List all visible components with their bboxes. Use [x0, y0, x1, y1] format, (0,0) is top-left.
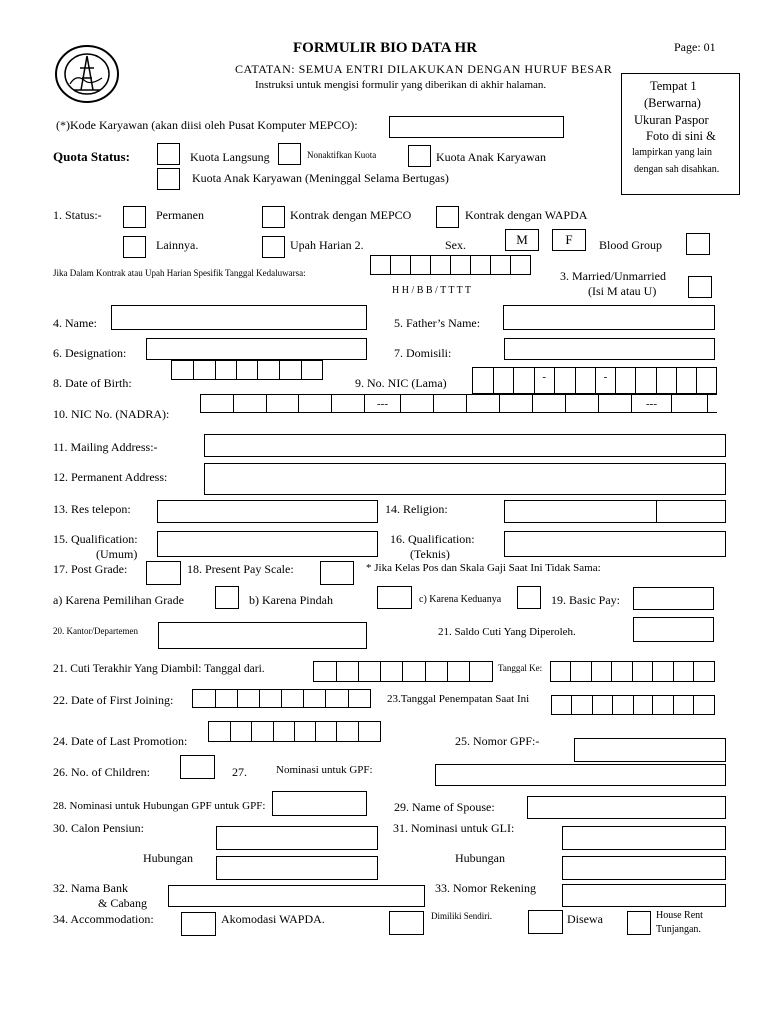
nic-cell[interactable] — [697, 368, 717, 393]
acc-hra-checkbox[interactable] — [627, 911, 651, 935]
date-format-hint: H H / B B / T T T T — [392, 285, 472, 296]
date-cell[interactable] — [653, 696, 674, 714]
father-name-field[interactable] — [503, 305, 715, 330]
married-field[interactable] — [688, 276, 712, 298]
status-label: 1. Status:- — [53, 208, 102, 222]
pay-note: * Jika Kelas Pos dan Skala Gaji Saat Ini Tidak Sama: — [366, 562, 601, 574]
name-label: 4. Name: — [53, 316, 97, 330]
gpf-nomination-label: Nominasi untuk GPF: — [276, 764, 373, 776]
gpf-relation-label: 28. Nominasi untuk Hubungan GPF untuk GPF: — [53, 800, 266, 812]
qual-tech-sub: (Teknis) — [410, 547, 450, 561]
gpf-relation-field[interactable] — [272, 791, 367, 816]
date-cell[interactable] — [653, 662, 674, 681]
status-wapda-label: Kontrak dengan WAPDA — [465, 208, 588, 222]
date-cell[interactable] — [451, 256, 471, 274]
gli-label: 31. Nominasi untuk GLI: — [393, 821, 515, 835]
status-others-checkbox[interactable] — [123, 236, 146, 258]
reason-b-checkbox[interactable] — [377, 586, 412, 609]
name-field[interactable] — [111, 305, 367, 330]
date-cell[interactable] — [381, 662, 403, 681]
date-cell[interactable] — [571, 662, 592, 681]
domicile-label: 7. Domisili: — [394, 346, 452, 360]
date-cell[interactable] — [470, 662, 493, 681]
employee-code-field[interactable] — [389, 116, 564, 138]
accommodation-label: 34. Accommodation: — [53, 912, 154, 926]
date-cell[interactable] — [593, 696, 613, 714]
pension-relation-field[interactable] — [216, 856, 378, 880]
date-cell[interactable] — [209, 722, 231, 741]
date-cell[interactable] — [274, 722, 295, 741]
nic-cell[interactable] — [677, 368, 697, 393]
quota-deceased-checkbox[interactable] — [157, 168, 180, 190]
nic-cell[interactable] — [467, 395, 500, 412]
date-cell[interactable] — [403, 662, 426, 681]
date-cell[interactable] — [260, 690, 282, 707]
date-cell[interactable] — [238, 690, 260, 707]
nic-old-cells[interactable] — [472, 367, 717, 394]
date-cell[interactable] — [551, 662, 571, 681]
qual-general-sub: (Umum) — [96, 547, 138, 561]
expiry-label: Jika Dalam Kontrak atau Upah Harian Spesifik Tanggal Kedaluwarsa: — [53, 268, 306, 278]
basic-pay-field[interactable] — [633, 587, 714, 610]
date-cell[interactable] — [448, 662, 470, 681]
acc-wapda-checkbox[interactable] — [181, 912, 216, 936]
nic-cell[interactable] — [599, 395, 632, 412]
mailing-address-label: 11. Mailing Address:- — [53, 440, 158, 454]
quota-disabled-checkbox[interactable] — [278, 143, 301, 165]
pension-field[interactable] — [216, 826, 378, 850]
date-cell[interactable] — [694, 696, 715, 714]
quota-direct-checkbox[interactable] — [157, 143, 180, 165]
date-cell[interactable] — [426, 662, 448, 681]
nic-cell[interactable] — [566, 395, 599, 412]
date-cell[interactable] — [231, 722, 252, 741]
phone-label: 13. Res telepon: — [53, 502, 131, 516]
dob-label: 8. Date of Birth: — [53, 376, 132, 390]
photo-text-3: Ukuran Paspor — [634, 113, 709, 127]
reason-a-checkbox[interactable] — [215, 586, 239, 609]
acc-wapda-label: Akomodasi WAPDA. — [221, 912, 325, 926]
nic-cell[interactable] — [555, 368, 576, 393]
married-sub-label: (Isi M atau U) — [588, 284, 657, 298]
date-cell[interactable] — [411, 256, 431, 274]
quota-deceased-label: Kuota Anak Karyawan (Meninggal Selama Bertugas) — [192, 171, 449, 185]
gpf-number-label: 25. Nomor GPF:- — [455, 734, 540, 748]
account-label: 33. Nomor Rekening — [435, 881, 536, 895]
nic-cell[interactable] — [636, 368, 657, 393]
basic-pay-label: 19. Basic Pay: — [551, 593, 620, 607]
pay-scale-label: 18. Present Pay Scale: — [187, 562, 294, 576]
date-cell[interactable] — [359, 662, 381, 681]
date-cell[interactable] — [391, 256, 411, 274]
date-cell[interactable] — [491, 256, 511, 274]
nic-cell[interactable] — [672, 395, 708, 412]
nic-new-label: 10. NIC No. (NADRA): — [53, 407, 170, 421]
nic-cell[interactable] — [267, 395, 299, 412]
status-others-label: Lainnya. — [156, 238, 199, 252]
spouse-field[interactable] — [527, 796, 726, 819]
leave-to-label: Tanggal Ke: — [498, 663, 543, 673]
office-field[interactable] — [158, 622, 367, 649]
date-cell[interactable] — [258, 361, 280, 379]
status-daily-checkbox[interactable] — [262, 236, 285, 258]
permanent-address-label: 12. Permanent Address: — [53, 470, 168, 484]
page-number: Page: 01 — [674, 40, 716, 54]
nic-cell[interactable] — [401, 395, 434, 412]
date-cell[interactable] — [282, 690, 304, 707]
date-cell[interactable] — [613, 696, 634, 714]
nic-cell[interactable]: --- — [632, 395, 672, 412]
spouse-label: 29. Name of Spouse: — [394, 800, 495, 814]
form-title: FORMULIR BIO DATA HR — [293, 40, 478, 56]
nic-cell[interactable] — [500, 395, 533, 412]
date-cell[interactable] — [359, 722, 381, 741]
nic-cell[interactable]: --- — [365, 395, 401, 412]
date-cell[interactable] — [511, 256, 531, 274]
date-cell[interactable] — [302, 361, 323, 379]
account-field[interactable] — [562, 884, 726, 907]
nomination-27-label: 27. — [232, 765, 247, 779]
acc-own-checkbox[interactable] — [389, 911, 424, 935]
nic-cell[interactable] — [434, 395, 467, 412]
nic-cell[interactable] — [494, 368, 514, 393]
designation-field[interactable] — [146, 338, 367, 360]
quota-disabled-label: Nonaktifkan Kuota — [307, 150, 377, 160]
date-cell[interactable] — [337, 662, 359, 681]
post-grade-field[interactable] — [146, 561, 181, 585]
religion-label: 14. Religion: — [385, 502, 448, 516]
quota-label: Quota Status: — [53, 149, 130, 164]
reason-c-checkbox[interactable] — [517, 586, 541, 609]
nic-cell[interactable] — [533, 395, 566, 412]
quota-child-label: Kuota Anak Karyawan — [436, 150, 546, 164]
gpf-number-field[interactable] — [574, 738, 726, 762]
date-cell[interactable] — [304, 690, 326, 707]
status-mepco-label: Kontrak dengan MEPCO — [290, 208, 412, 222]
quota-child-checkbox[interactable] — [408, 145, 431, 167]
children-label: 26. No. of Children: — [53, 765, 150, 779]
pension-label: 30. Calon Pensiun: — [53, 821, 145, 835]
last-leave-label: 21. Cuti Terakhir Yang Diambil: Tanggal dari. — [53, 663, 265, 675]
qual-tech-label: 16. Qualification: — [390, 532, 475, 546]
nic-cell[interactable] — [616, 368, 636, 393]
reason-b-label: b) Karena Pindah — [249, 593, 333, 607]
date-cell[interactable] — [572, 696, 593, 714]
date-cell[interactable] — [634, 696, 654, 714]
acc-rent-label: Disewa — [567, 912, 603, 926]
phone-field[interactable] — [157, 500, 378, 523]
status-mepco-checkbox[interactable] — [262, 206, 285, 228]
company-logo — [54, 44, 120, 104]
religion-divider — [656, 500, 657, 523]
bank-sub-label: & Cabang — [98, 896, 147, 910]
status-permanent-label: Permanen — [156, 208, 204, 222]
photo-text-6: dengan sah disahkan. — [634, 164, 720, 175]
date-cell[interactable] — [633, 662, 653, 681]
gli-relation-label: Hubungan — [455, 851, 505, 865]
nic-cell[interactable] — [514, 368, 535, 393]
married-label: 3. Married/Unmarried — [560, 269, 666, 283]
date-cell[interactable] — [194, 361, 216, 379]
leave-balance-field[interactable] — [633, 617, 714, 642]
date-cell[interactable] — [193, 690, 216, 707]
blood-group-label: Blood Group — [599, 238, 662, 252]
post-grade-label: 17. Post Grade: — [53, 562, 128, 576]
date-cell[interactable] — [237, 361, 258, 379]
photo-text-4: Foto di sini & — [646, 129, 716, 143]
nic-new-cells[interactable] — [200, 394, 717, 413]
permanent-address-field[interactable] — [204, 463, 726, 495]
sex-label: Sex. — [445, 238, 466, 252]
date-cell[interactable] — [674, 662, 694, 681]
pension-relation-label: Hubungan — [143, 851, 193, 865]
domicile-field[interactable] — [504, 338, 715, 360]
date-cell[interactable] — [216, 690, 238, 707]
acc-hra-sub-label: Tunjangan. — [656, 924, 701, 935]
employee-code-label: (*)Kode Karyawan (akan diisi oleh Pusat Komputer MEPCO): — [56, 118, 358, 132]
blood-group-field[interactable] — [686, 233, 710, 255]
acc-hra-label: House Rent — [656, 910, 703, 921]
gpf-nomination-field[interactable] — [435, 764, 726, 786]
sex-f-box[interactable]: F — [552, 229, 586, 251]
bank-label: 32. Nama Bank — [53, 881, 128, 895]
date-cell[interactable] — [316, 722, 337, 741]
date-cell[interactable] — [280, 361, 302, 379]
status-permanent-checkbox[interactable] — [123, 206, 146, 228]
current-posting-cells[interactable] — [551, 695, 715, 715]
date-cell[interactable] — [337, 722, 359, 741]
date-cell[interactable] — [694, 662, 715, 681]
date-cell[interactable] — [314, 662, 337, 681]
photo-text-5: lampirkan yang lain — [632, 147, 712, 158]
date-cell[interactable] — [612, 662, 633, 681]
date-cell[interactable] — [552, 696, 572, 714]
nic-cell[interactable] — [234, 395, 267, 412]
photo-text-2: (Berwarna) — [644, 96, 701, 110]
father-name-label: 5. Father’s Name: — [394, 316, 481, 330]
mailing-address-field[interactable] — [204, 434, 726, 457]
pay-scale-field[interactable] — [320, 561, 354, 585]
nic-cell[interactable] — [201, 395, 234, 412]
date-cell[interactable] — [674, 696, 694, 714]
nic-cell[interactable] — [657, 368, 677, 393]
date-cell[interactable] — [295, 722, 317, 741]
acc-own-label: Dimiliki Sendiri. — [431, 911, 493, 921]
qual-general-field[interactable] — [157, 531, 378, 557]
status-daily-label: Upah Harian 2. — [290, 238, 364, 252]
date-cell[interactable] — [431, 256, 451, 274]
reason-c-label: c) Karena Keduanya — [419, 594, 502, 605]
first-join-label: 22. Date of First Joining: — [53, 693, 174, 707]
qual-tech-field[interactable] — [504, 531, 726, 557]
date-cell[interactable] — [252, 722, 274, 741]
sex-m-box[interactable]: M — [505, 229, 539, 251]
instruction-text: Instruksi untuk mengisi formulir yang diberikan di akhir halaman. — [255, 79, 547, 91]
nic-cell[interactable] — [332, 395, 365, 412]
last-promotion-label: 24. Date of Last Promotion: — [53, 734, 188, 748]
nic-cell[interactable]: - — [596, 368, 617, 393]
children-field[interactable] — [180, 755, 215, 779]
current-posting-label: 23.Tanggal Penempatan Saat Ini — [387, 693, 530, 705]
nic-cell[interactable] — [576, 368, 596, 393]
last-promotion-cells[interactable] — [208, 721, 381, 742]
date-cell[interactable] — [349, 690, 371, 707]
nic-cell[interactable]: - — [535, 368, 555, 393]
date-cell[interactable] — [216, 361, 237, 379]
bank-field[interactable] — [168, 885, 425, 907]
office-label: 20. Kantor/Departemen — [53, 626, 138, 636]
leave-balance-label: 21. Saldo Cuti Yang Diperoleh. — [438, 626, 576, 638]
designation-label: 6. Designation: — [53, 346, 127, 360]
nic-old-label: 9. No. NIC (Lama) — [355, 376, 447, 390]
date-cell[interactable] — [592, 662, 612, 681]
date-cell[interactable] — [471, 256, 491, 274]
qual-general-label: 15. Qualification: — [53, 532, 138, 546]
last-leave-from-cells[interactable] — [313, 661, 493, 682]
date-cell[interactable] — [172, 361, 194, 379]
gli-relation-field[interactable] — [562, 856, 726, 880]
gli-field[interactable] — [562, 826, 726, 850]
expiry-date-cells[interactable] — [370, 255, 531, 275]
reason-a-label: a) Karena Pemilihan Grade — [53, 593, 184, 607]
nic-cell[interactable] — [299, 395, 332, 412]
religion-field[interactable] — [504, 500, 726, 523]
status-wapda-checkbox[interactable] — [436, 206, 459, 228]
date-cell[interactable] — [326, 690, 349, 707]
uppercase-note: CATATAN: SEMUA ENTRI DILAKUKAN DENGAN HURUF BESAR — [235, 62, 613, 76]
acc-rent-checkbox[interactable] — [528, 910, 563, 934]
first-join-cells[interactable] — [192, 689, 371, 708]
date-cell[interactable] — [371, 256, 391, 274]
quota-direct-label: Kuota Langsung — [190, 150, 270, 164]
nic-cell[interactable] — [473, 368, 494, 393]
dob-cells[interactable] — [171, 360, 323, 380]
photo-text-1: Tempat 1 — [650, 79, 697, 93]
last-leave-to-cells[interactable] — [550, 661, 715, 682]
